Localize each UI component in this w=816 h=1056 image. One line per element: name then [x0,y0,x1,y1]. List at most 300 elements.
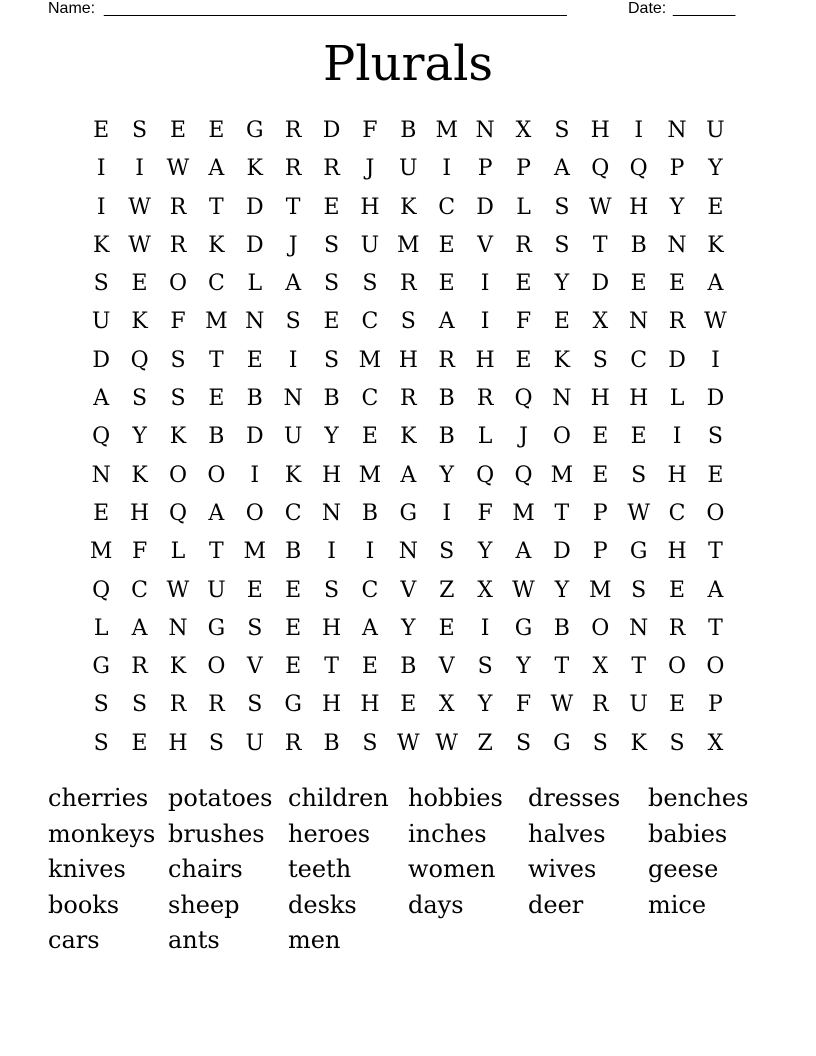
grid-cell: V [246,654,263,680]
grid-cell: H [321,615,342,641]
grid-cell: O [168,271,187,297]
grid-cell: G [92,654,110,680]
grid-cell: R [131,654,148,680]
grid-cell: S [554,232,570,258]
grid-cell: M [512,500,535,526]
grid-cell: D [245,232,264,258]
grid-cell: F [477,500,493,526]
grid-cell: H [667,462,687,488]
grid-cell: A [208,500,225,526]
grid-cell: U [399,156,418,182]
grid-cell: E [438,271,455,297]
grid-cell: I [288,347,298,373]
word-list-item: books [48,890,120,919]
grid-cell: S [669,730,685,756]
word-list-item: women [408,855,496,884]
grid-cell: D [591,271,610,297]
grid-cell: D [92,347,111,373]
grid-cell: S [324,577,340,603]
grid-cell: B [553,615,570,641]
grid-cell: G [553,730,571,756]
grid-cell: C [361,577,379,603]
grid-cell: B [400,118,417,143]
grid-cell: I [96,156,106,182]
grid-cell: N [283,386,303,412]
grid-cell: H [629,194,649,220]
grid-cell: B [438,386,455,412]
grid-cell: K [131,462,148,488]
grid-cell: B [285,539,302,565]
grid-cell: N [245,309,265,335]
grid-cell: Q [92,577,111,603]
grid-cell: S [554,194,570,220]
grid-cell: F [131,539,148,565]
grid-cell: M [435,118,458,143]
grid-cell: S [707,424,723,450]
grid-cell: T [209,539,224,565]
grid-cell: I [711,347,720,373]
grid-cell: F [362,118,378,143]
word-list-item: men [288,926,341,955]
grid-cell: E [361,654,378,680]
grid-cell: E [323,194,340,220]
grid-cell: E [669,271,686,297]
grid-cell: Q [168,500,187,526]
grid-cell: B [438,424,455,450]
grid-cell: E [361,424,378,450]
grid-cell: M [589,577,612,603]
grid-cell: S [631,462,647,488]
grid-cell: N [398,539,418,565]
grid-cell: W [397,730,420,756]
grid-cell: S [362,271,378,297]
grid-cell: S [324,271,340,297]
grid-cell: M [89,539,113,565]
grid-cell: S [247,615,263,641]
grid-cell: M [397,232,420,258]
grid-cell: I [96,194,106,220]
grid-cell: W [435,730,459,756]
grid-cell: E [630,271,647,297]
grid-cell: E [630,424,647,450]
grid-cell: K [400,424,417,450]
grid-cell: W [128,194,151,220]
grid-cell: S [400,309,416,335]
grid-cell: W [550,692,574,718]
grid-cell: M [243,539,267,565]
grid-cell: D [668,347,686,373]
grid-cell: E [515,271,532,297]
grid-cell: K [208,232,225,258]
grid-cell: U [706,118,725,143]
grid-cell: S [477,654,493,680]
word-list-item: potatoes [168,784,273,812]
grid-cell: I [480,615,490,641]
grid-cell: S [247,692,263,718]
grid-cell: S [132,118,148,143]
grid-cell: E [93,500,110,526]
grid-cell: H [590,118,610,143]
grid-cell: O [207,462,226,488]
grid-cell: R [169,232,187,258]
grid-cell: Y [708,156,723,182]
word-list-item: cars [48,926,100,955]
grid-cell: C [630,347,648,373]
grid-cell: E [438,232,455,258]
grid-cell: Y [401,615,416,641]
grid-cell: H [168,730,188,756]
grid-cell: S [324,232,340,258]
grid-cell: R [438,347,455,373]
grid-cell: O [168,462,187,488]
grid-cell: N [475,118,495,143]
grid-cell: Q [629,156,648,182]
grid-cell: I [327,539,336,565]
grid-cell: B [323,386,340,412]
grid-cell: L [516,194,531,220]
grid-cell: A [361,615,378,641]
grid-cell: E [515,347,532,373]
grid-cell: F [170,309,186,335]
word-list-item: sheep [168,890,240,919]
grid-cell: A [93,386,110,412]
grid-cell: S [631,577,647,603]
grid-cell: A [285,271,302,297]
grid-cell: W [128,232,151,258]
grid-cell: T [209,347,224,373]
grid-cell: K [707,232,724,258]
grid-cell: V [477,232,494,258]
grid-cell: Q [476,462,495,488]
word-list-item: chairs [168,855,243,884]
grid-cell: U [629,692,648,718]
grid-cell: K [92,232,110,258]
grid-cell: P [592,539,608,565]
grid-cell: H [590,386,610,412]
grid-cell: L [247,271,263,297]
grid-cell: E [400,692,417,718]
grid-cell: K [630,730,647,756]
grid-cell: Y [132,424,147,450]
grid-cell: X [592,309,609,335]
grid-cell: K [169,654,187,680]
grid-cell: G [284,692,302,718]
grid-cell: T [631,654,646,680]
grid-cell: W [166,156,190,182]
grid-cell: A [553,156,570,182]
word-list-item: heroes [288,819,371,848]
grid-cell: D [245,424,264,450]
grid-cell: Z [439,577,455,603]
grid-cell: C [438,194,456,220]
grid-cell: J [365,156,375,182]
grid-cell: I [365,539,375,565]
grid-cell: I [442,500,452,526]
grid-cell: U [283,424,303,450]
grid-cell: R [668,615,686,641]
grid-cell: H [667,539,687,565]
grid-cell: L [93,615,109,641]
grid-cell: S [285,309,301,335]
grid-cell: R [284,156,302,182]
grid-cell: H [321,692,342,718]
grid-cell: O [552,424,571,450]
grid-cell: S [170,386,186,412]
grid-cell: Y [477,692,493,718]
grid-cell: H [321,462,342,488]
word-list-item: wives [528,855,597,884]
grid-cell: C [131,577,148,603]
grid-cell: R [169,692,187,718]
grid-cell: Q [514,386,533,412]
grid-cell: E [285,577,302,603]
grid-cell: W [512,577,535,603]
grid-cell: M [358,347,382,373]
grid-cell: R [284,118,302,143]
word-list-item: deer [528,890,584,919]
grid-cell: H [360,692,380,718]
grid-cell: J [519,424,528,450]
grid-cell: G [399,500,418,526]
grid-cell: N [168,615,188,641]
grid-cell: X [592,654,609,680]
grid-cell: H [129,500,150,526]
grid-cell: B [630,232,647,258]
grid-cell: E [438,615,455,641]
grid-cell: C [361,309,379,335]
grid-cell: K [169,424,187,450]
grid-cell: G [207,615,226,641]
word-list-item: children [288,784,389,812]
grid-cell: E [592,462,609,488]
grid-cell: Y [324,424,339,450]
grid-cell: E [707,194,724,220]
grid-cell: D [553,539,571,565]
grid-cell: E [592,424,609,450]
grid-cell: H [398,347,418,373]
grid-cell: O [245,500,264,526]
grid-cell: P [592,500,608,526]
grid-cell: G [629,539,648,565]
grid-cell: V [400,577,417,603]
grid-cell: S [132,692,148,718]
grid-cell: Y [669,194,685,220]
grid-cell: A [438,309,455,335]
grid-cell: F [515,692,532,718]
grid-cell: P [477,156,493,182]
grid-cell: S [362,730,378,756]
name-field[interactable]: ____________________________________________________ [104,0,567,17]
grid-cell: L [170,539,186,565]
date-field[interactable]: _______ [673,0,736,17]
grid-cell: U [360,232,380,258]
grid-cell: M [205,309,228,335]
grid-cell: S [515,730,532,756]
grid-cell: O [706,500,725,526]
grid-cell: A [208,156,225,182]
grid-cell: Q [130,347,149,373]
grid-cell: E [246,347,263,373]
grid-cell: X [438,692,455,718]
grid-cell: C [207,271,225,297]
grid-cell: E [131,271,148,297]
grid-cell: E [285,654,302,680]
grid-cell: F [515,309,532,335]
grid-cell: J [288,232,298,258]
word-list-item: monkeys [48,819,156,848]
grid-cell: R [591,692,609,718]
page-title: Plurals [322,36,494,92]
word-list-item: ants [168,926,220,955]
grid-cell: Y [516,654,531,680]
grid-cell: L [669,386,685,412]
grid-cell: I [480,309,490,335]
grid-cell: R [668,309,686,335]
word-list-item: desks [288,890,357,919]
grid-cell: Z [477,730,493,756]
grid-cell: T [708,539,723,565]
grid-cell: M [550,462,574,488]
grid-cell: P [708,692,723,718]
grid-cell: Y [554,271,570,297]
word-list-item: teeth [288,855,352,884]
grid-cell: A [707,577,724,603]
word-list-item: halves [528,819,606,848]
grid-cell: N [629,309,649,335]
grid-cell: O [668,654,687,680]
word-list-item: geese [648,855,719,884]
grid-cell: S [324,347,340,373]
grid-cell: P [669,156,685,182]
grid-cell: N [91,462,111,488]
grid-cell: Q [514,462,533,488]
grid-cell: U [207,577,226,603]
grid-cell: U [245,730,265,756]
grid-cell: H [629,386,649,412]
word-list-item: dresses [528,784,621,812]
grid-cell: T [708,615,723,641]
grid-cell: S [132,386,148,412]
header-line [48,0,748,20]
word-list-item: brushes [168,819,265,848]
grid-cell: R [400,386,417,412]
grid-cell: I [672,424,682,450]
grid-cell: O [207,654,226,680]
grid-cell: V [438,654,455,680]
grid-cell: I [634,118,644,143]
grid-cell: X [477,577,493,603]
grid-cell: S [592,347,608,373]
name-label: Name: [48,0,96,17]
grid-cell: R [323,156,340,182]
word-list-item: days [408,890,464,919]
grid-cell: E [169,118,186,143]
grid-cell: A [400,462,417,488]
grid-cell: E [669,577,686,603]
grid-cell: S [93,692,109,718]
grid-cell: R [169,194,187,220]
word-list-item: benches [648,784,749,812]
grid-cell: I [250,462,260,488]
grid-cell: T [324,654,339,680]
grid-cell: S [93,271,109,297]
grid-cell: K [400,194,417,220]
grid-cell: I [135,156,144,182]
grid-cell: E [93,118,110,143]
grid-cell: W [627,500,650,526]
grid-cell: E [323,309,340,335]
grid-cell: E [208,386,225,412]
word-list-item: cherries [48,784,149,812]
grid-cell: T [209,194,224,220]
grid-cell: A [707,271,724,297]
grid-cell: S [554,118,570,143]
grid-cell: B [246,386,263,412]
grid-cell: X [707,730,724,756]
grid-cell: T [554,500,570,526]
grid-cell: B [400,654,417,680]
grid-cell: E [246,577,263,603]
grid-cell: S [439,539,455,565]
grid-cell: B [323,730,340,756]
grid-cell: O [591,615,610,641]
grid-cell: S [592,730,608,756]
grid-cell: E [131,730,148,756]
grid-cell: C [361,386,379,412]
grid-cell: B [361,500,379,526]
grid-cell: A [131,615,148,641]
grid-cell: D [322,118,341,143]
grid-cell: R [476,386,494,412]
grid-cell: C [284,500,302,526]
grid-cell: N [667,118,687,143]
grid-cell: Q [591,156,610,182]
grid-cell: I [442,156,452,182]
grid-cell: G [514,615,533,641]
grid-cell: C [668,500,686,526]
grid-cell: D [245,194,264,220]
grid-cell: E [669,692,686,718]
grid-cell: D [706,386,725,412]
grid-cell: W [704,309,727,335]
grid-cell: N [667,232,687,258]
grid-cell: H [475,347,495,373]
grid-cell: E [285,615,302,641]
date-label: Date: [628,0,667,17]
grid-cell: N [321,500,342,526]
grid-cell: R [515,232,532,258]
grid-cell: S [170,347,186,373]
grid-cell: K [284,462,302,488]
word-list-item: hobbies [408,784,503,812]
grid-cell: U [91,309,111,335]
grid-cell: T [554,654,570,680]
word-list-item: knives [48,855,126,884]
grid-cell: K [246,156,263,182]
grid-cell: R [284,730,302,756]
word-list [48,780,768,958]
grid-cell: D [476,194,494,220]
word-list-item: babies [648,819,728,848]
grid-cell: K [131,309,148,335]
grid-cell: M [358,462,382,488]
grid-cell: Y [439,462,454,488]
letter-grid [82,112,735,763]
grid-cell: B [208,424,225,450]
grid-cell: Y [477,539,493,565]
grid-cell: T [285,194,301,220]
word-list-item: mice [648,890,707,919]
